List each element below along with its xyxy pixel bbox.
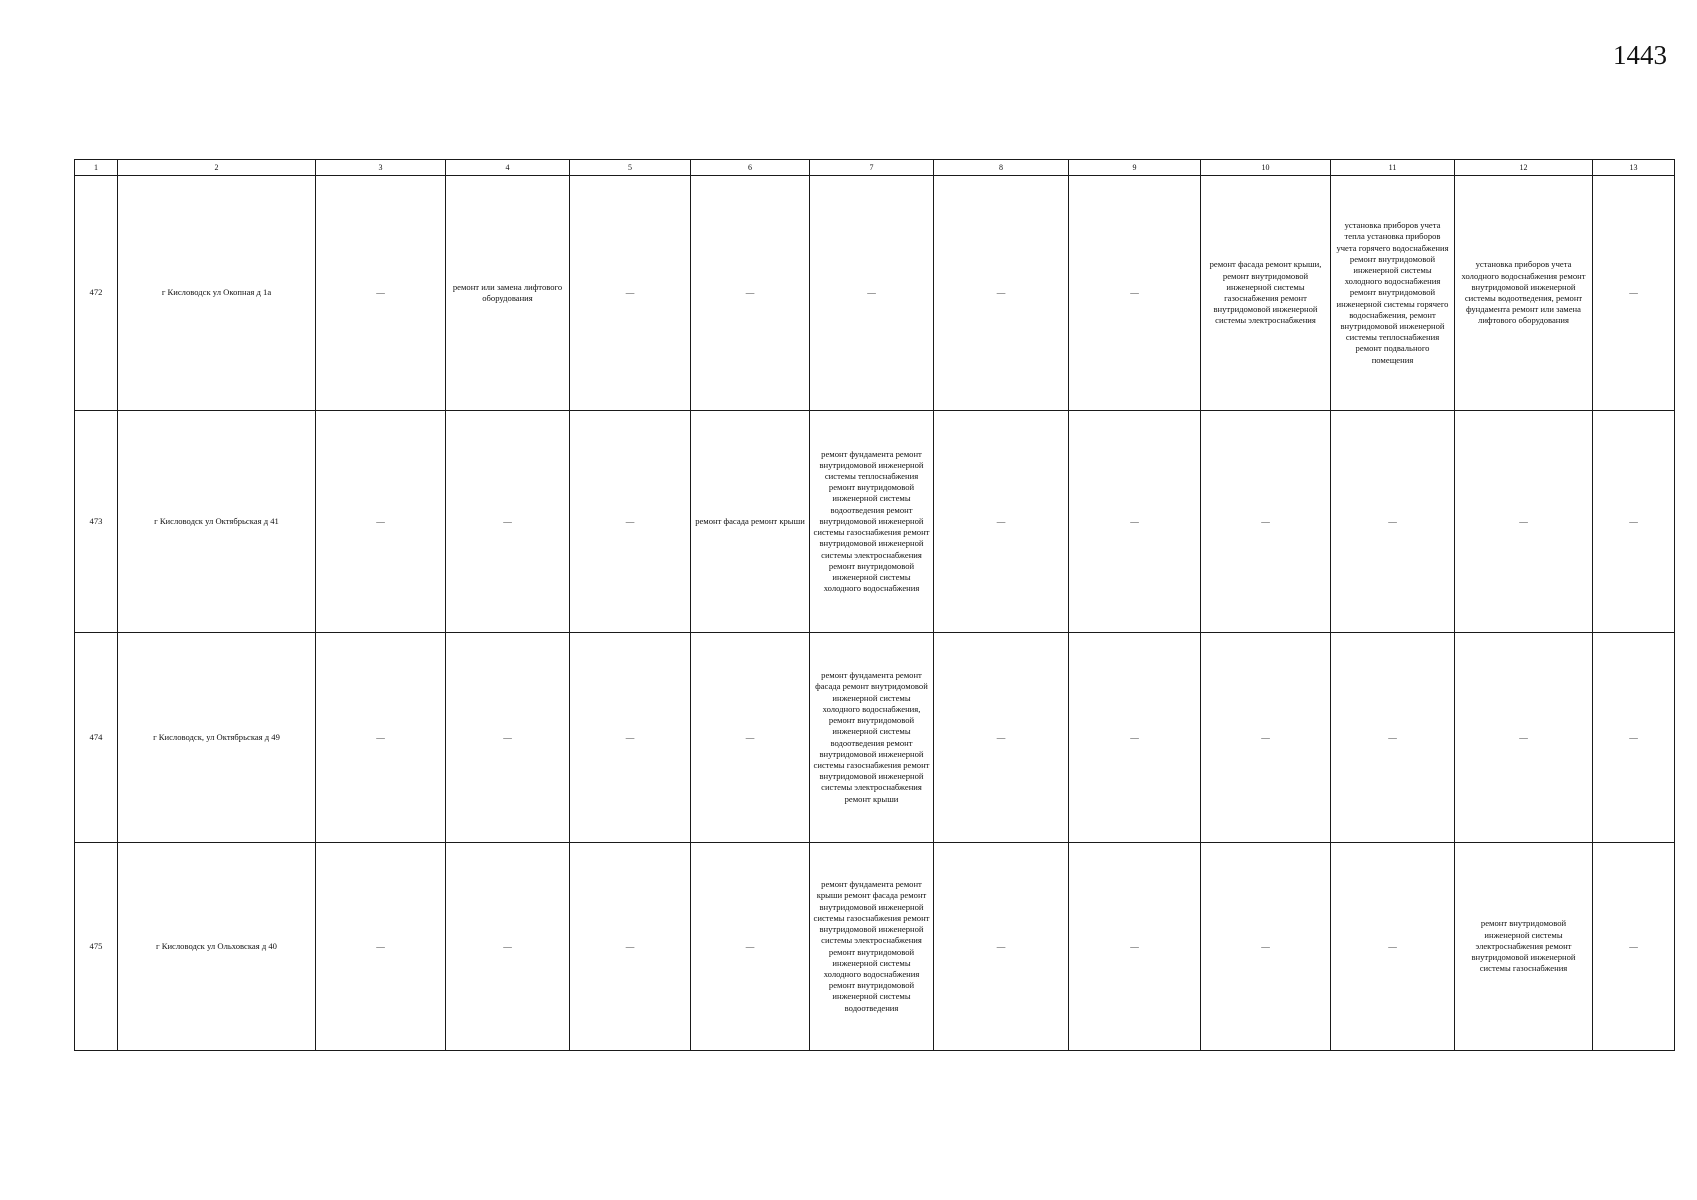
address-cell: г Кисловодск ул Ольховская д 40 [118, 843, 316, 1051]
repair-schedule-table [74, 159, 1675, 1051]
column-header: 4 [446, 160, 570, 176]
cell-col-7: ремонт фундамента ремонт фасада ремонт внутридомовой инженерной системы холодного водоснабжения, ремонт внутридомовой инженерной системы водоотведения ремонт внутридомовой инженерной системы газоснабжения ремонт внутридомовой инженерной системы электроснабжения ремонт крыши [810, 633, 934, 843]
table-row [75, 176, 1675, 411]
cell-col-8: — [934, 843, 1069, 1051]
cell-col-11: — [1331, 411, 1455, 633]
row-number: 474 [75, 633, 118, 843]
row-number: 472 [75, 176, 118, 411]
row-number: 475 [75, 843, 118, 1051]
cell-col-5: — [570, 176, 691, 411]
column-number-row [75, 160, 1675, 176]
column-header: 10 [1201, 160, 1331, 176]
column-header: 3 [316, 160, 446, 176]
cell-col-10: — [1201, 411, 1331, 633]
cell-col-11: — [1331, 633, 1455, 843]
row-number: 473 [75, 411, 118, 633]
cell-col-4: — [446, 843, 570, 1051]
cell-col-9: — [1069, 411, 1201, 633]
cell-col-4: ремонт или замена лифтового оборудования [446, 176, 570, 411]
cell-col-11: — [1331, 843, 1455, 1051]
table-row [75, 843, 1675, 1051]
cell-col-6: ремонт фасада ремонт крыши [691, 411, 810, 633]
column-header: 11 [1331, 160, 1455, 176]
cell-col-8: — [934, 411, 1069, 633]
address-cell: г Кисловодск ул Октябрьская д 41 [118, 411, 316, 633]
cell-col-7: — [810, 176, 934, 411]
column-header: 5 [570, 160, 691, 176]
cell-col-13: — [1593, 843, 1675, 1051]
cell-col-8: — [934, 176, 1069, 411]
cell-col-8: — [934, 633, 1069, 843]
cell-col-5: — [570, 411, 691, 633]
cell-col-5: — [570, 633, 691, 843]
column-header: 12 [1455, 160, 1593, 176]
cell-col-12: — [1455, 633, 1593, 843]
cell-col-3: — [316, 633, 446, 843]
column-header: 2 [118, 160, 316, 176]
cell-col-3: — [316, 411, 446, 633]
cell-col-9: — [1069, 843, 1201, 1051]
cell-col-12: ремонт внутридомовой инженерной системы электроснабжения ремонт внутридомовой инженерной системы газоснабжения [1455, 843, 1593, 1051]
cell-col-3: — [316, 176, 446, 411]
column-header: 9 [1069, 160, 1201, 176]
address-cell: г Кисловодск ул Окопная д 1а [118, 176, 316, 411]
column-header: 6 [691, 160, 810, 176]
column-header: 7 [810, 160, 934, 176]
table-row [75, 633, 1675, 843]
table-row [75, 411, 1675, 633]
cell-col-9: — [1069, 176, 1201, 411]
cell-col-11: установка приборов учета тепла установка приборов учета горячего водоснабжения ремонт внутридомовой инженерной системы холодного водоснабжения ремонт внутридомовой инженерной системы горячего водоснабжения, ремонт внутридомовой инженерной системы теплоснабжения ремонт подвального помещения [1331, 176, 1455, 411]
cell-col-6: — [691, 843, 810, 1051]
cell-col-4: — [446, 411, 570, 633]
cell-col-10: ремонт фасада ремонт крыши, ремонт внутридомовой инженерной системы газоснабжения ремонт внутридомовой инженерной системы электроснабжения [1201, 176, 1331, 411]
cell-col-9: — [1069, 633, 1201, 843]
cell-col-12: установка приборов учета холодного водоснабжения ремонт внутридомовой инженерной системы водоотведения, ремонт фундамента ремонт или замена лифтового оборудования [1455, 176, 1593, 411]
cell-col-5: — [570, 843, 691, 1051]
column-header: 8 [934, 160, 1069, 176]
column-header: 13 [1593, 160, 1675, 176]
cell-col-7: ремонт фундамента ремонт внутридомовой инженерной системы теплоснабжения ремонт внутридомовой инженерной системы водоотведения ремонт внутридомовой инженерной системы газоснабжения ремонт внутридомовой инженерной системы электроснабжения ремонт внутридомовой инженерной системы холодного водоснабжения [810, 411, 934, 633]
cell-col-13: — [1593, 633, 1675, 843]
cell-col-13: — [1593, 176, 1675, 411]
address-cell: г Кисловодск, ул Октябрьская д 49 [118, 633, 316, 843]
cell-col-6: — [691, 633, 810, 843]
column-header: 1 [75, 160, 118, 176]
cell-col-3: — [316, 843, 446, 1051]
page-number: 1443 [1613, 40, 1667, 70]
cell-col-10: — [1201, 843, 1331, 1051]
cell-col-7: ремонт фундамента ремонт крыши ремонт фасада ремонт внутридомовой инженерной системы газоснабжения ремонт внутридомовой инженерной системы электроснабжения ремонт внутридомовой инженерной системы холодного водоснабжения ремонт внутридомовой инженерной системы водоотведения [810, 843, 934, 1051]
cell-col-6: — [691, 176, 810, 411]
cell-col-13: — [1593, 411, 1675, 633]
cell-col-12: — [1455, 411, 1593, 633]
cell-col-4: — [446, 633, 570, 843]
cell-col-10: — [1201, 633, 1331, 843]
